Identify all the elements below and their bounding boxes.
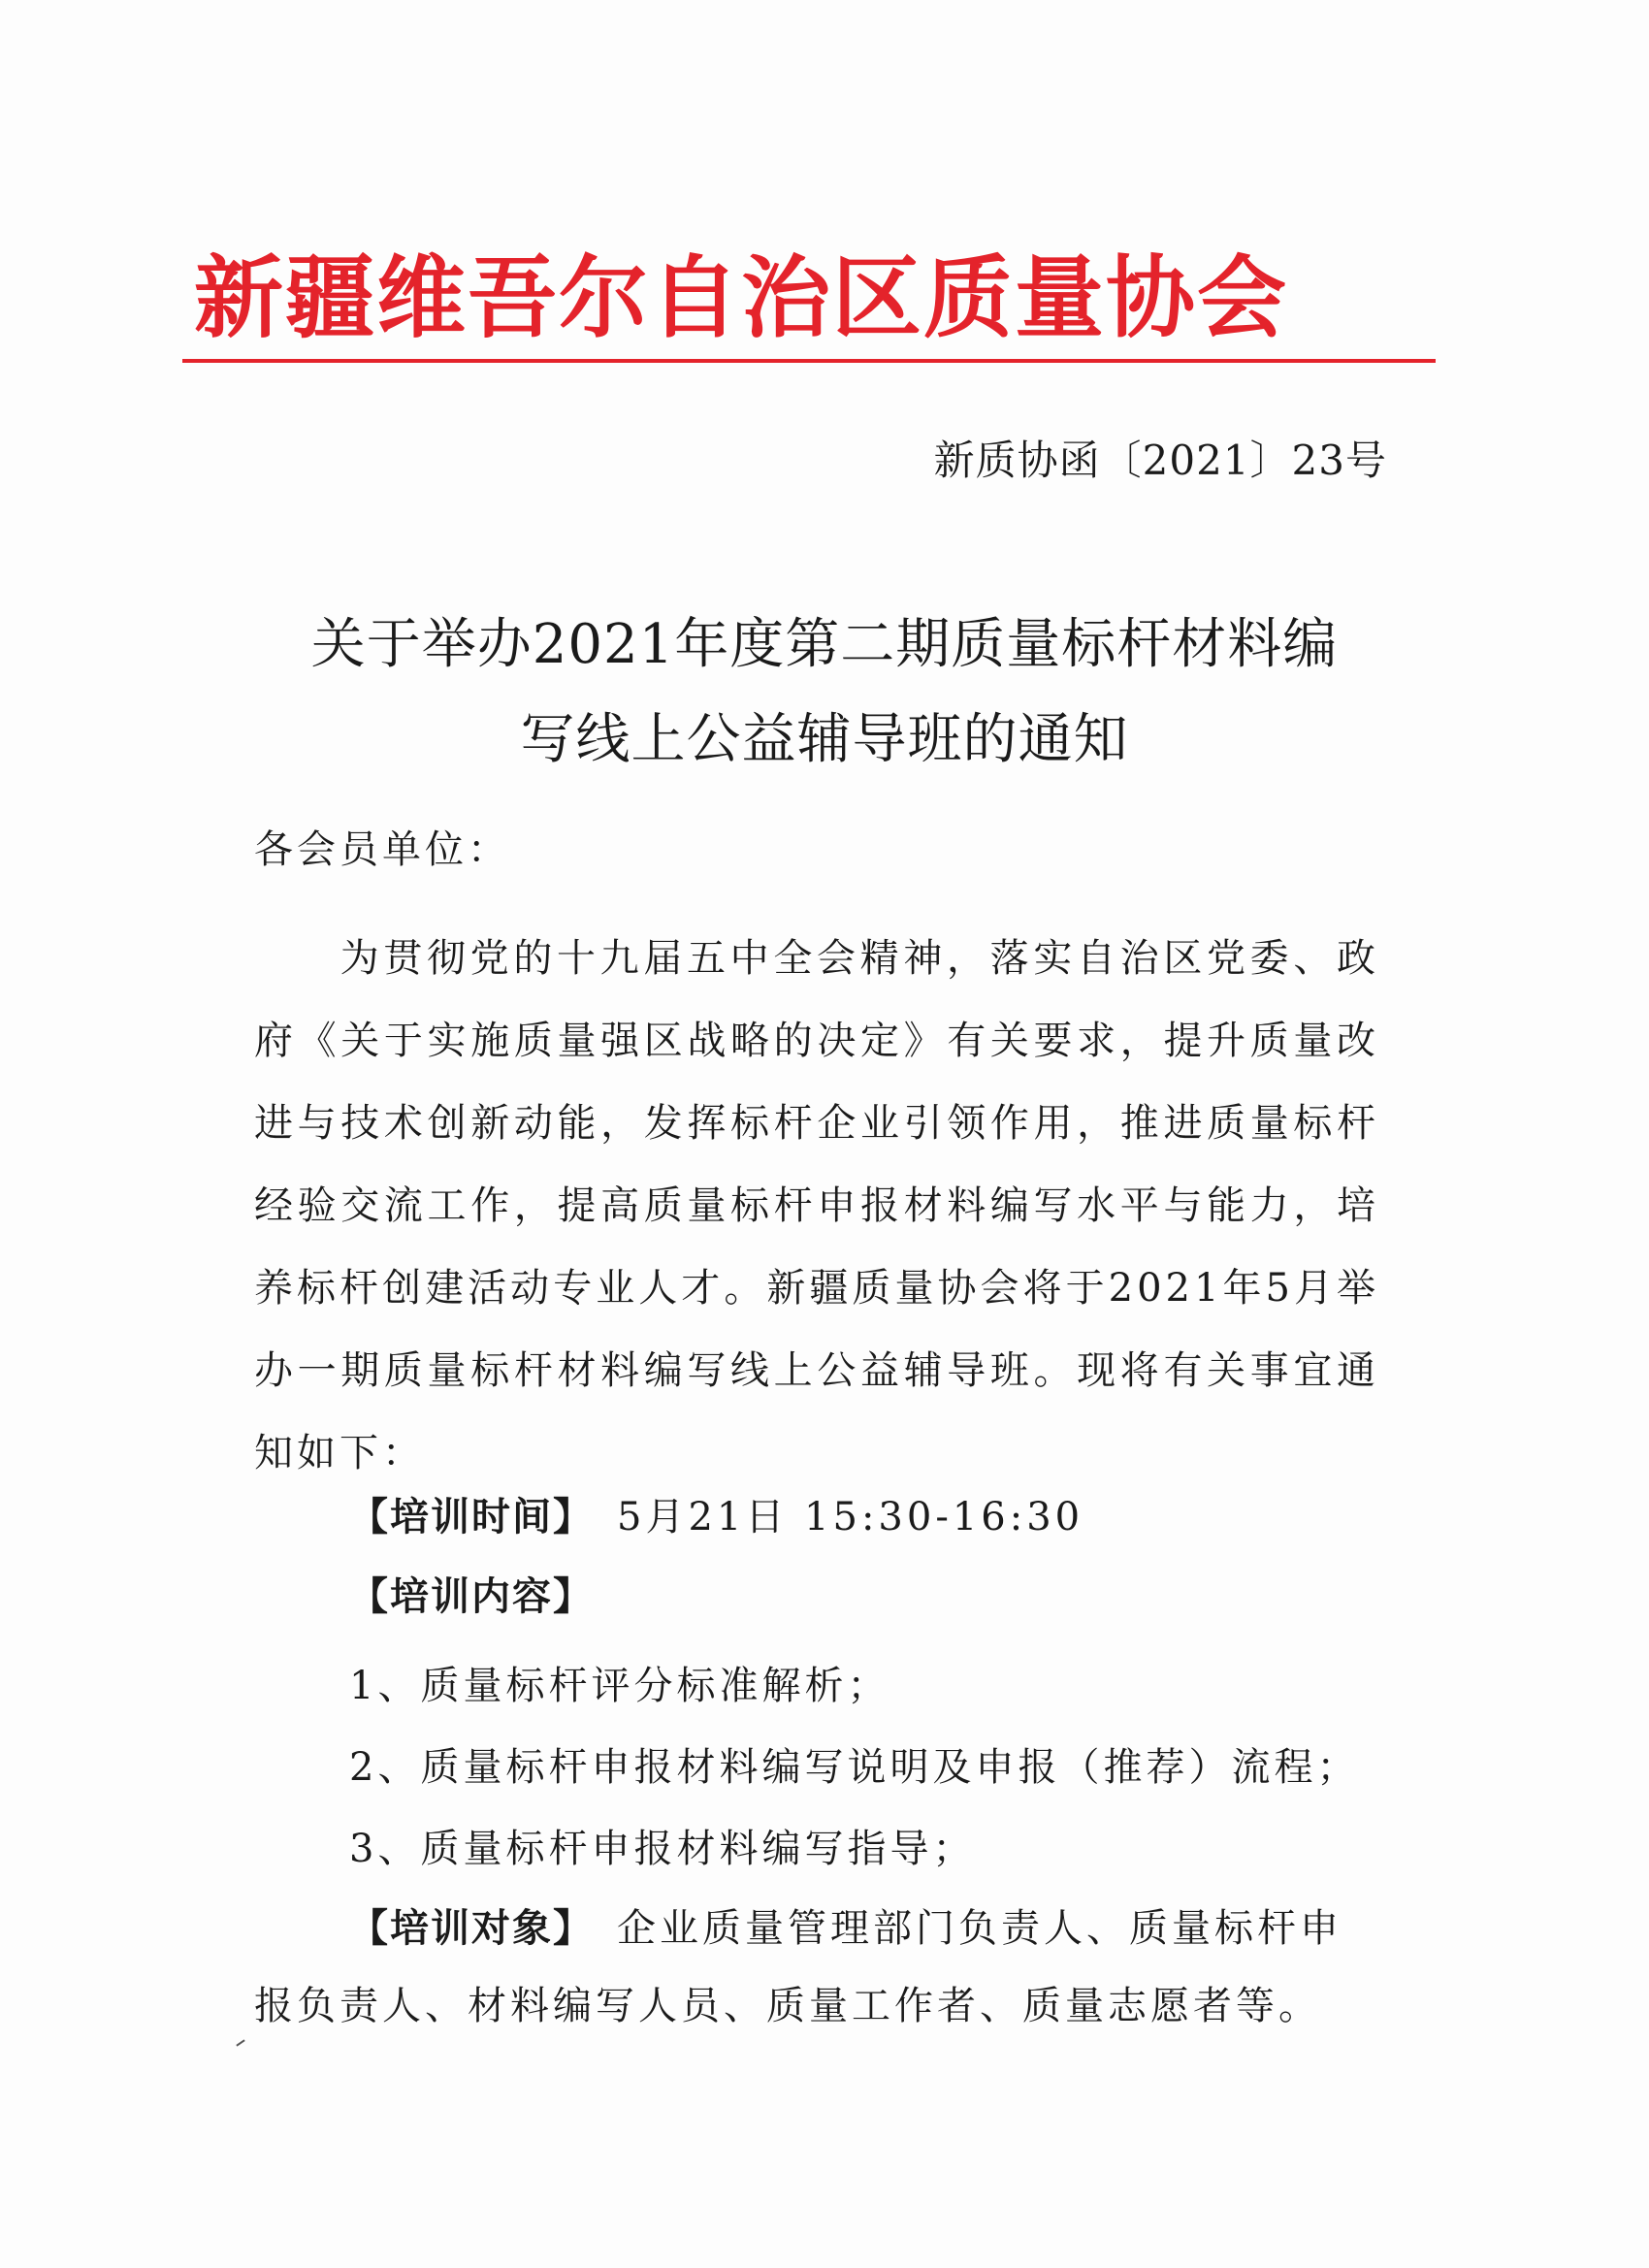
- training-time-row: [349, 1490, 1083, 1544]
- training-target-row: [349, 1901, 1342, 1956]
- notice-title-line-1: 关于举办2021年度第二期质量标杆材料编: [310, 613, 1339, 676]
- training-content-item: 2、质量标杆申报材料编写说明及申报（推荐）流程；: [349, 1745, 1360, 1790]
- training-content-row: [349, 1570, 594, 1624]
- training-time-label: 【培训时间】: [349, 1495, 594, 1539]
- letterhead-org-name: 新疆维吾尔自治区质量协会: [194, 246, 1289, 350]
- body-paragraph: [254, 918, 1379, 1495]
- body-paragraph-text: 为贯彻党的十九届五中全会精神，落实自治区党委、政府《关于实施质量强区战略的决定》有关要求，提升质量改进与技术创新动能，发挥标杆企业引领作用，推进质量标杆经验交流工作，提高质量标杆申报材料编写水平与能力，培养标杆创建活动专业人才。新疆质量协会将于2021年5月举办一期质量标杆材料编写线上公益辅导班。现将有关事宜通知如下：: [254, 936, 1379, 1475]
- training-content-item: 3、质量标杆申报材料编写指导；: [349, 1827, 976, 1871]
- training-content-label: 【培训内容】: [349, 1574, 594, 1619]
- salutation: 各会员单位：: [254, 827, 510, 872]
- training-target-label: 【培训对象】: [349, 1906, 594, 1951]
- notice-title: [194, 598, 1455, 788]
- training-target-value-line-1: 企业质量管理部门负责人、质量标杆申: [617, 1906, 1342, 1951]
- letterhead-red-rule: [182, 359, 1436, 363]
- training-content-item: 1、质量标杆评分标准解析；: [349, 1664, 890, 1708]
- training-time-value: 5月21日 15:30-16:30: [617, 1495, 1084, 1539]
- document-number: 新质协函〔2021〕23号: [933, 437, 1387, 484]
- notice-title-line-2: 写线上公益辅导班的通知: [520, 708, 1129, 771]
- stray-pen-mark: [236, 2039, 244, 2046]
- training-target-value-line-2: 报负责人、材料编写人员、质量工作者、质量志愿者等。: [254, 1984, 1321, 2028]
